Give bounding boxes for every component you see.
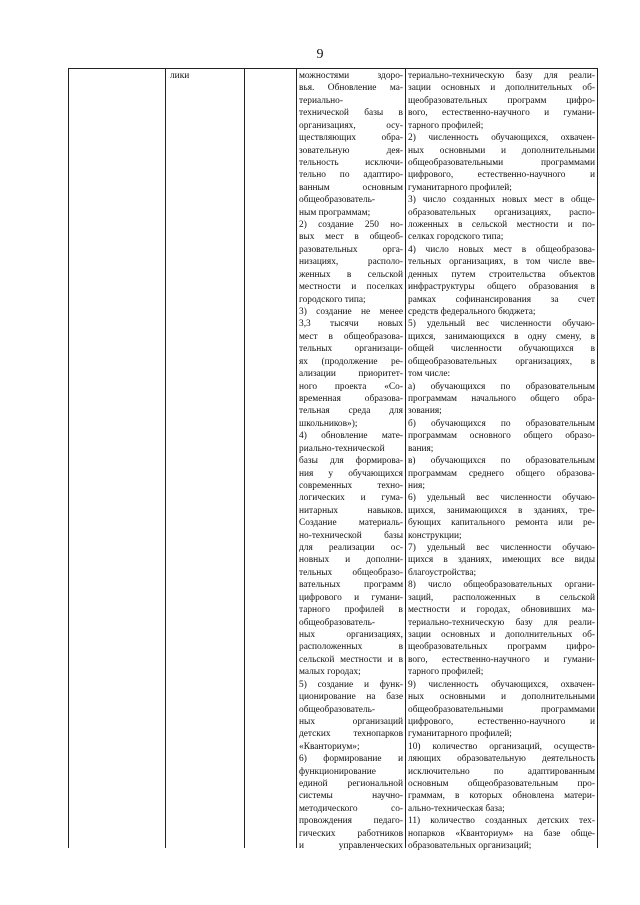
- right-text-line: ния;: [408, 480, 425, 491]
- right-text-line: бующих капитального ремонта или ре-: [408, 518, 595, 529]
- middle-text-line: ных организациях,: [299, 629, 403, 640]
- middle-text-line: временная образова-: [299, 393, 403, 404]
- right-text-line: граммам, в которых обновлена матери-: [408, 791, 595, 802]
- right-text-line: программам среднего общего образова-: [408, 468, 595, 479]
- middle-text-line: Создание материаль-: [299, 518, 403, 529]
- middle-text-line: ния у обучающихся: [299, 468, 403, 479]
- middle-text-line: можностями здоро-: [299, 71, 403, 81]
- table-top-border: [68, 68, 598, 69]
- right-text-line: в) обучающихся по образовательным: [408, 456, 595, 467]
- middle-text-line: общеобразователь-: [299, 617, 376, 628]
- right-text-line: вого, естественно-научного и гумани-: [408, 108, 595, 119]
- right-text-line: зования;: [408, 406, 442, 417]
- right-text-line: нопарков «Кванториум» на базе обще-: [408, 828, 595, 839]
- middle-text-line: низациях, располо-: [299, 257, 403, 268]
- middle-text-line: женных в сельской: [299, 269, 403, 280]
- right-text-line: териально-техническую базу для реали-: [408, 617, 595, 628]
- right-text-line: образовательных организаций;: [408, 841, 532, 852]
- right-text-line: щихся, занимающихся в одну смену, в: [408, 331, 595, 342]
- right-text-line: ально-техническая база;: [408, 803, 505, 814]
- middle-text-line: новных и дополни-: [299, 555, 403, 566]
- document-table: [68, 68, 598, 852]
- right-text-line: щихся в зданиях, имеющих все виды: [408, 555, 595, 566]
- middle-text-line: вья. Обновление ма-: [299, 83, 403, 94]
- right-text-line: основным общеобразовательным про-: [408, 779, 595, 790]
- middle-text-line: 2) создание 250 но-: [299, 220, 403, 231]
- column-divider-1: [165, 68, 166, 848]
- table-left-border: [68, 68, 69, 848]
- middle-text-line: ществляющих обра-: [299, 133, 403, 144]
- middle-text-line: единой региональной: [299, 779, 403, 790]
- right-text-line: 9) численность обучающихся, охвачен-: [408, 679, 595, 690]
- right-text-line: вого, естественно-научного и гумани-: [408, 654, 595, 665]
- middle-text-line: городского типа;: [299, 294, 366, 305]
- middle-text-line: местности и поселках: [299, 282, 403, 293]
- middle-text-line: и управленческих: [299, 841, 403, 852]
- right-text-line: а) обучающихся по образовательным: [408, 381, 595, 392]
- right-text-line: конструкции;: [408, 530, 462, 541]
- right-text-line: ных основными и дополнительными: [408, 692, 595, 703]
- middle-text-line: детских технопарков: [299, 729, 403, 740]
- middle-text-line: школьников»);: [299, 418, 358, 429]
- middle-text-line: разовательных орга-: [299, 244, 403, 255]
- middle-text-line: 3,3 тысячи новых: [299, 319, 403, 330]
- page-number: 9: [316, 47, 324, 62]
- middle-text-line: базы для формирова-: [299, 456, 403, 467]
- middle-text-line: организациях, осу-: [299, 120, 403, 131]
- right-text-line: общеобразовательными программами: [408, 157, 595, 168]
- right-text-line: тарного профилей;: [408, 120, 484, 131]
- middle-text-line: 6) формирование и: [299, 754, 403, 765]
- middle-text-line: ционирование на базе: [299, 692, 403, 703]
- right-text-line: заций, расположенных в сельской: [408, 592, 595, 603]
- row-label: лики: [170, 71, 190, 81]
- middle-text-line: тельность исключи-: [299, 157, 403, 168]
- middle-text-line: вых мест в общеоб-: [299, 232, 403, 243]
- middle-text-line: тельных общеобразо-: [299, 567, 403, 578]
- right-text-line: 6) удельный вес численности обучаю-: [408, 493, 595, 504]
- middle-text-line: териально-: [299, 95, 343, 106]
- middle-text-line: но-технической базы: [299, 530, 403, 541]
- middle-text-line: тельных организаци-: [299, 344, 403, 355]
- right-text-line: щеобразовательных программ цифро-: [408, 95, 595, 106]
- right-text-line: рамках софинансирования за счет: [408, 294, 595, 305]
- middle-text-line: общеобразователь-: [299, 195, 376, 206]
- column-divider-3: [296, 68, 297, 848]
- right-text-line: зации основных и дополнительных об-: [408, 83, 595, 94]
- right-text-line: общеобразовательных организациях, в: [408, 356, 595, 367]
- right-text-line: 4) число новых мест в общеобразова-: [408, 244, 595, 255]
- right-text-line: благоустройства;: [408, 567, 477, 578]
- middle-text-line: 3) создание не менее: [299, 307, 403, 318]
- middle-text-line: ным программам;: [299, 207, 371, 218]
- middle-text-line: тельная среда для: [299, 406, 403, 417]
- row-label-cell: [170, 70, 240, 82]
- right-text-line: ляющих образовательную деятельность: [408, 754, 595, 765]
- right-text-line: программам основного общего образо-: [408, 431, 595, 442]
- middle-text-line: общеобразователь-: [299, 704, 376, 715]
- right-text-line: 11) количество созданных детских тех-: [408, 816, 595, 827]
- right-text-line: общей численности обучающихся в: [408, 344, 595, 355]
- right-text-line: тельных организациях, в том числе вве-: [408, 257, 595, 268]
- middle-text-line: расположенных в: [299, 642, 403, 653]
- right-text-line: денных путем строительства объектов: [408, 269, 595, 280]
- right-text-line: ложенных в сельской местности и по-: [408, 220, 595, 231]
- right-text-line: 7) удельный вес численности обучаю-: [408, 543, 595, 554]
- right-text-line: образовательных организациях, распо-: [408, 207, 595, 218]
- middle-text-line: современных техно-: [299, 480, 403, 491]
- middle-text-line: системы научно-: [299, 791, 403, 802]
- middle-text-line: «Кванториум»;: [299, 741, 360, 752]
- middle-text-line: тарного профилей в: [299, 605, 403, 616]
- right-text-line: средств федерального бюджета;: [408, 307, 536, 318]
- right-column-text: [408, 70, 595, 853]
- middle-text-line: сельской местности и в: [299, 654, 403, 665]
- right-text-line: том числе:: [408, 369, 451, 380]
- middle-text-line: провождения педаго-: [299, 816, 403, 827]
- right-text-line: гуманитарного профилей;: [408, 182, 512, 193]
- right-text-line: инфраструктуры общего образования в: [408, 282, 595, 293]
- right-text-line: 3) число созданных новых мест в обще-: [408, 195, 595, 206]
- middle-text-line: для реализации ос-: [299, 543, 403, 554]
- right-text-line: 10) количество организаций, осуществ-: [408, 741, 595, 752]
- right-text-line: программам начального общего обра-: [408, 393, 595, 404]
- middle-text-line: гических работников: [299, 828, 403, 839]
- column-divider-4: [405, 68, 406, 848]
- right-text-line: цифрового, естественно-научного и: [408, 170, 595, 181]
- right-text-line: вания;: [408, 443, 434, 454]
- middle-text-line: цифрового и гумани-: [299, 592, 403, 603]
- right-text-line: 2) численность обучающихся, охвачен-: [408, 133, 595, 144]
- middle-text-line: технической базы в: [299, 108, 403, 119]
- right-text-line: общеобразовательными программами: [408, 704, 595, 715]
- right-text-line: ных основными и дополнительными: [408, 145, 595, 156]
- middle-text-line: 5) создание и функ-: [299, 679, 403, 690]
- right-text-line: селках городского типа;: [408, 232, 504, 243]
- right-text-line: гуманитарного профилей;: [408, 729, 512, 740]
- right-text-line: б) обучающихся по образовательным: [408, 418, 595, 429]
- right-text-line: местности и городах, обновивших ма-: [408, 605, 595, 616]
- middle-text-line: вательных программ: [299, 580, 403, 591]
- right-text-line: щихся, занимающихся в зданиях, тре-: [408, 505, 595, 516]
- middle-text-line: ного проекта «Со-: [299, 381, 403, 392]
- middle-column-text: [299, 70, 403, 853]
- table-right-border: [597, 68, 598, 848]
- middle-text-line: зовательную дея-: [299, 145, 403, 156]
- right-text-line: териально-техническую базу для реали-: [408, 71, 595, 81]
- right-text-line: тарного профилей;: [408, 667, 484, 678]
- middle-text-line: тельно по адаптиро-: [299, 170, 403, 181]
- column-divider-2: [244, 68, 245, 848]
- middle-text-line: ализации приоритет-: [299, 369, 403, 380]
- middle-text-line: нитарных навыков.: [299, 505, 403, 516]
- right-text-line: цифрового, естественно-научного и: [408, 716, 595, 727]
- middle-text-line: малых городах;: [299, 667, 361, 678]
- right-text-line: исключительно по адаптированным: [408, 766, 595, 777]
- middle-text-line: функционирование: [299, 766, 376, 777]
- middle-text-line: логических и гума-: [299, 493, 403, 504]
- right-text-line: щеобразовательных программ цифро-: [408, 642, 595, 653]
- middle-text-line: ях (продолжение ре-: [299, 356, 403, 367]
- right-text-line: зации основных и дополнительных об-: [408, 629, 595, 640]
- right-text-line: 5) удельный вес численности обучаю-: [408, 319, 595, 330]
- middle-text-line: 4) обновление мате-: [299, 431, 403, 442]
- middle-text-line: ванным основным: [299, 182, 403, 193]
- right-text-line: 8) число общеобразовательных органи-: [408, 580, 595, 591]
- middle-text-line: методического со-: [299, 803, 403, 814]
- middle-text-line: мест в общеобразова-: [299, 331, 403, 342]
- middle-text-line: риально-технической: [299, 443, 385, 454]
- middle-text-line: ных организаций: [299, 716, 403, 727]
